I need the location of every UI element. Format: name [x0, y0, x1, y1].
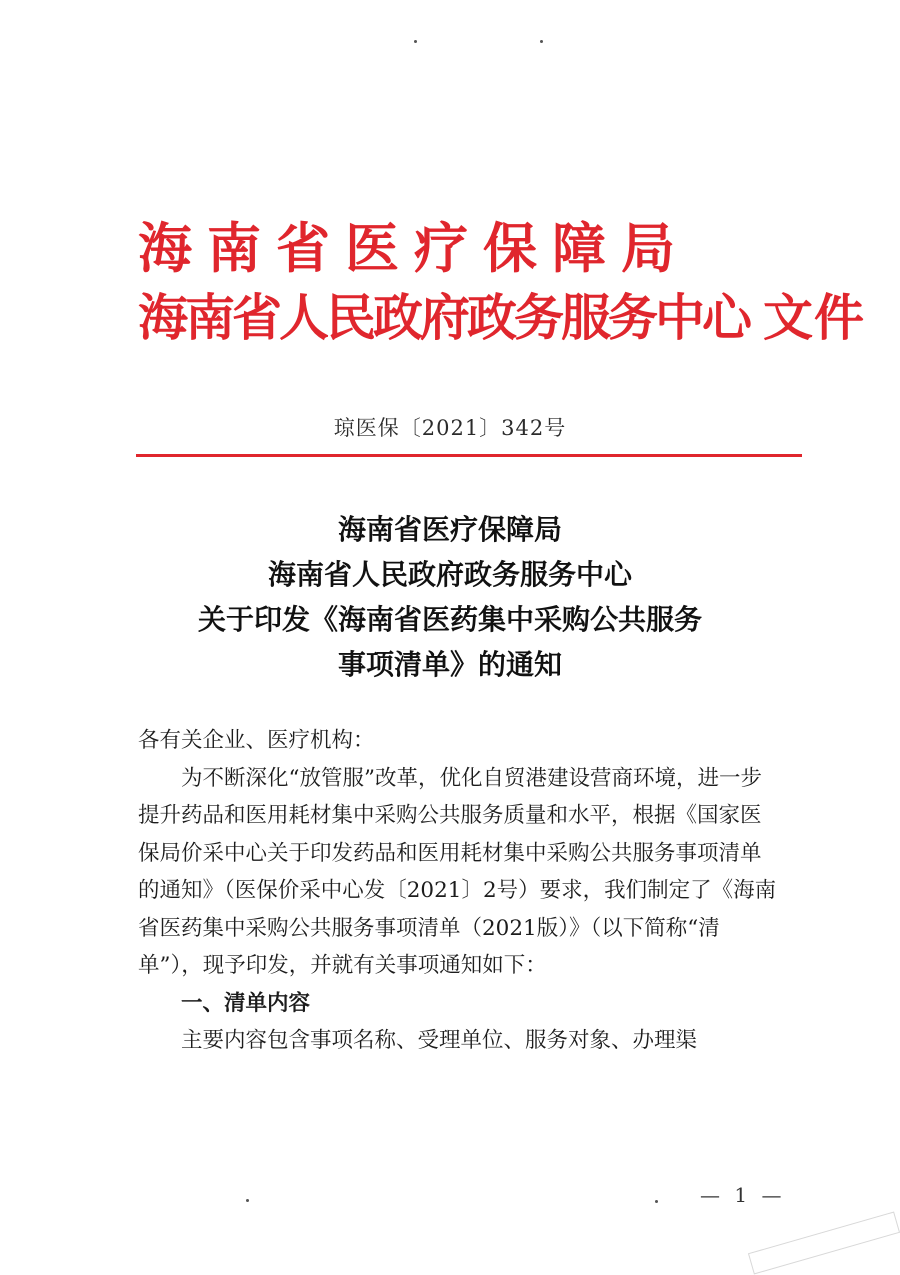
document-number: 琼医保〔2021〕342号 — [333, 416, 567, 440]
scan-speck — [655, 1200, 658, 1203]
document-label: 文件 — [763, 289, 865, 347]
title-line-3: 关于印发《海南省医药集中采购公共服务 — [197, 603, 702, 636]
red-divider-line — [136, 454, 802, 457]
page-number: — 1 — — [700, 1183, 786, 1207]
issuing-authority-name-2: 海南省人民政府政务服务中心 — [138, 289, 749, 347]
scan-speck — [246, 1199, 249, 1202]
notice-title — [0, 507, 900, 687]
salutation: 各有关企业、医疗机构： — [138, 728, 375, 753]
body-paragraph-1: 为不断深化“放管服”改革，优化自贸港建设营商环境，进一步提升药品和医用耗材集中采购公共服务质量和水平，根据《国家医保局价采中心关于印发药品和医用耗材集中采购公共服务事项清单的通知》（医保价采中心发〔2021〕2号）要求，我们制定了《海南省医药集中采购公共服务事项清单（2021版）》（以下简称“清单”），现予印发，并就有关事项通知如下： — [138, 765, 777, 978]
section-heading-1: 一、清单内容 — [181, 990, 311, 1016]
title-line-4: 事项清单》的通知 — [337, 648, 562, 681]
scan-speck — [540, 40, 543, 43]
title-line-1: 海南省医疗保障局 — [337, 513, 562, 546]
scan-speck — [414, 40, 417, 43]
notice-body — [138, 722, 778, 1060]
body-paragraph-2: 主要内容包含事项名称、受理单位、服务对象、办理渠 — [181, 1028, 698, 1053]
title-line-2: 海南省人民政府政务服务中心 — [267, 558, 632, 591]
issuing-authority-line-2 — [138, 289, 865, 347]
issuing-authority-line-1: 海南省医疗保障局 — [138, 217, 690, 280]
watermark-stamp — [748, 1211, 900, 1274]
